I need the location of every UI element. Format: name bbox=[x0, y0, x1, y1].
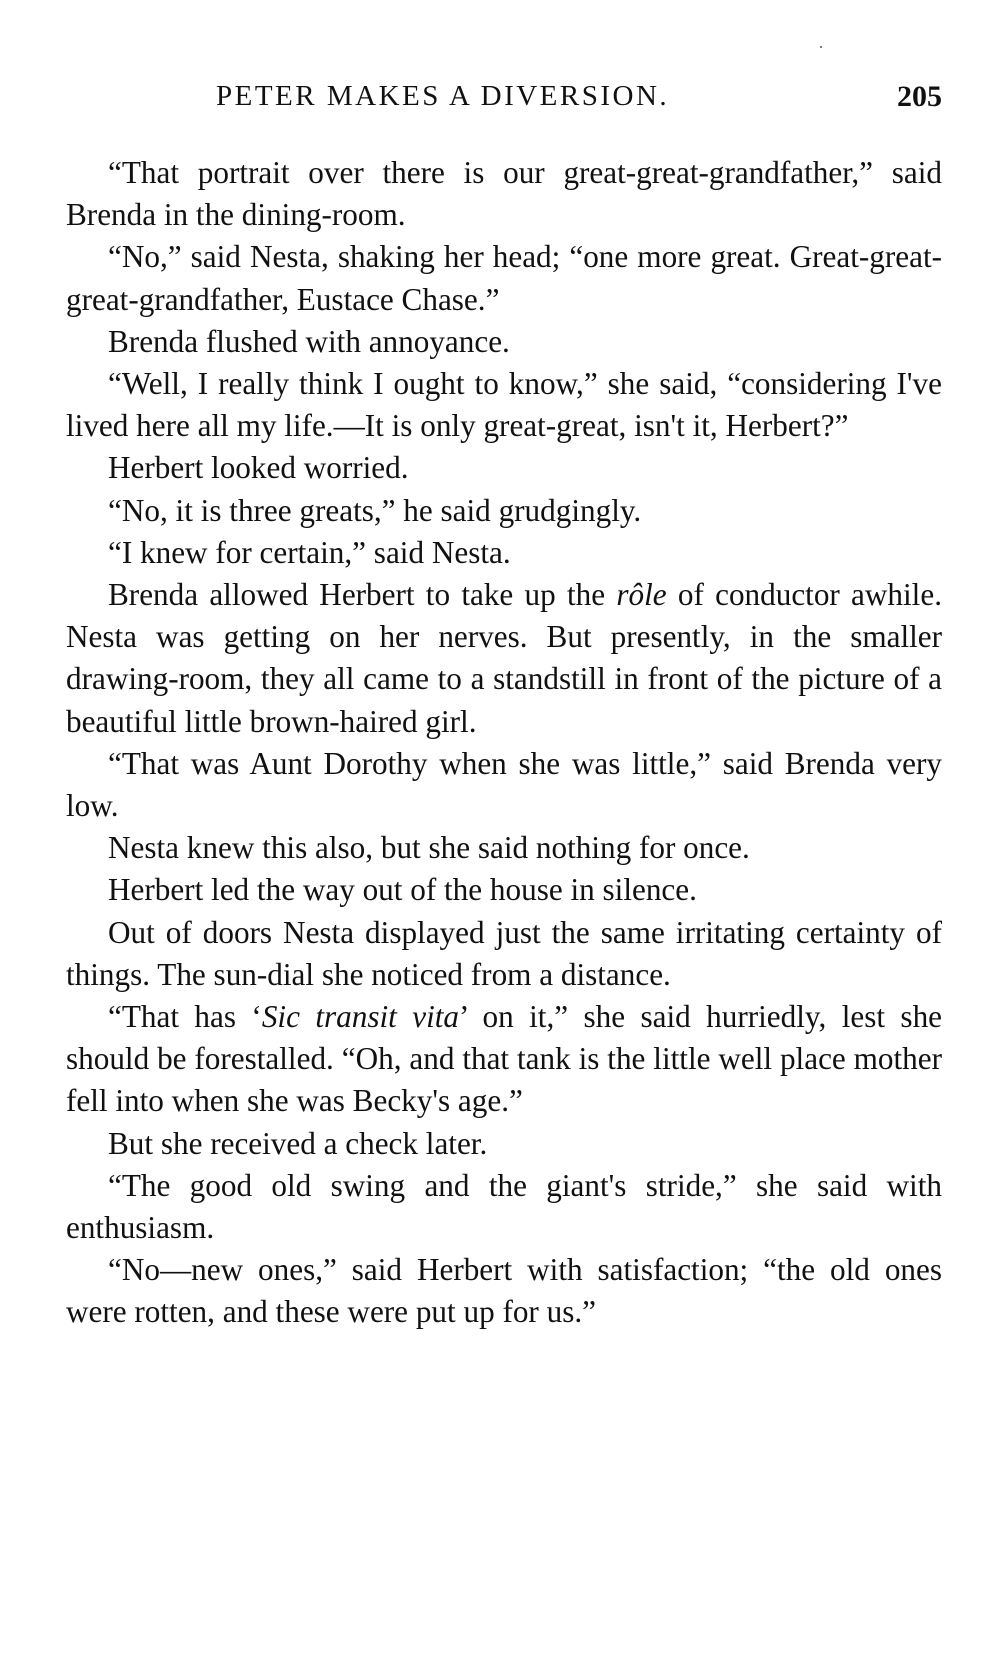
paragraph: “I knew for certain,” said Nesta. bbox=[108, 534, 511, 570]
paragraph: Herbert looked worried. bbox=[108, 450, 409, 486]
paragraph: Herbert led the way out of the house in silence. bbox=[108, 872, 697, 908]
paragraph: “No, it is three greats,” he said grudgingly. bbox=[108, 492, 642, 528]
paragraph: “That portrait over there is our great-great-grandfather,” said Brenda in the dining-room. bbox=[66, 155, 942, 233]
paragraph: “No,” said Nesta, shaking her head; “one more great. Great-great-great-grandfather, Eustace Chase.” bbox=[66, 239, 942, 317]
paragraph-text: Brenda allowed Herbert to take up the bbox=[108, 577, 617, 613]
paragraph bbox=[66, 996, 942, 1123]
paragraph: “The good old swing and the giant's stride,” she said with enthusiasm. bbox=[66, 1167, 942, 1246]
page-speck bbox=[820, 46, 822, 48]
paragraph: Nesta knew this also, but she said nothing for once. bbox=[108, 830, 750, 866]
italic-word: rôle bbox=[616, 577, 667, 613]
body-text bbox=[66, 152, 942, 1334]
paragraph-text: of conductor awhile. Nesta was getting on her nerves. But presently, in the smaller drawing-room, they all came to a standstill in front of the picture of a beautiful little brown-haired girl. bbox=[66, 577, 942, 739]
paragraph bbox=[66, 574, 942, 743]
paragraph: Brenda flushed with annoyance. bbox=[108, 323, 510, 359]
page-header bbox=[66, 80, 942, 120]
paragraph: “Well, I really think I ought to know,” she said, “considering I've lived here all my life.—It is only great-great, isn't it, Herbert?” bbox=[66, 366, 942, 444]
page-number: 205 bbox=[897, 80, 942, 113]
running-title: PETER MAKES A DIVERSION. bbox=[216, 80, 670, 112]
paragraph: “That was Aunt Dorothy when she was little,” said Brenda very low. bbox=[66, 745, 942, 824]
paragraph: But she received a check later. bbox=[108, 1125, 488, 1161]
italic-phrase: Sic transit vita bbox=[261, 999, 459, 1035]
paragraph-text: “That has ‘ bbox=[108, 999, 262, 1035]
paragraph: “No—new ones,” said Herbert with satisfaction; “the old ones were rotten, and these were put up for us.” bbox=[66, 1252, 942, 1330]
paragraph-text: ’ on it,” she said hurriedly, lest she should be forestalled. “Oh, and that tank is the little well place mother fell into when she was Becky's age.” bbox=[66, 999, 943, 1119]
paragraph: Out of doors Nesta displayed just the same irritating certainty of things. The sun-dial she noticed from a distance. bbox=[66, 914, 942, 992]
